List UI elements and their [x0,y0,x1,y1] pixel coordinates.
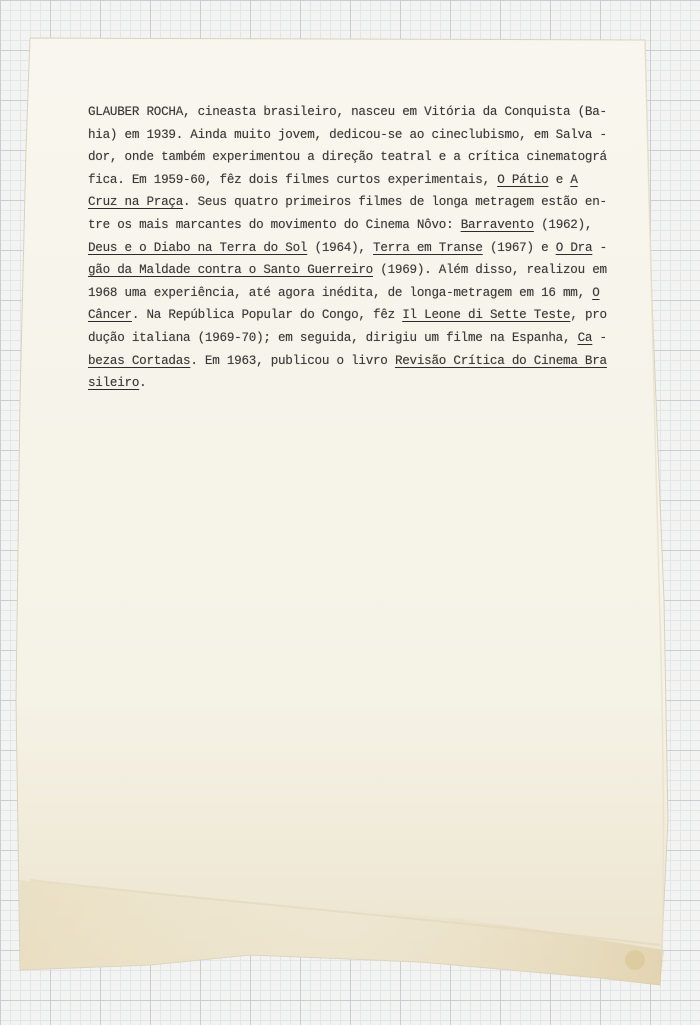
text-segment: GLAUBER ROCHA, cineasta brasileiro, nasceu em Vitória da Conquista (Ba- [88,105,607,119]
underlined-title: Il Leone di Sette Teste [402,308,571,323]
underlined-title: Câncer [88,308,132,323]
underlined-title: Ca [577,330,593,345]
text-line [88,259,648,282]
underlined-title: Revisão Crítica do Cinema Bra [394,353,607,368]
text-segment: . Na República Popular do Congo, fêz [131,308,403,323]
underlined-title: O Pátio [497,172,549,187]
text-segment: 1968 uma experiência, até agora inédita, de longa-metragem em 16 mm, [88,285,593,300]
typed-paragraph [88,101,648,395]
text-segment: . [139,376,147,391]
text-segment: , pro [570,308,607,323]
text-line [88,124,648,147]
underlined-title: O [592,285,600,300]
text-line [88,191,648,214]
text-line [88,169,648,192]
text-segment: - [592,240,607,255]
text-segment: . Em 1963, publicou o livro [190,353,395,368]
text-segment: (1967) e [482,240,556,255]
text-line [88,282,648,305]
underlined-title: Deus e o Diabo na Terra do Sol [88,240,308,255]
text-line [88,372,648,395]
text-segment: dução italiana (1969-70); em seguida, dirigiu um filme na Espanha, [88,330,578,345]
text-segment: hia) em 1939. Ainda muito jovem, dedicou-se ao cineclubismo, em Salva - [88,127,607,142]
underlined-title: O Dra [555,240,593,255]
text-line [88,146,648,169]
underlined-title: gão da Maldade contra o Santo Guerreiro [88,263,373,278]
stain-spot [625,950,645,970]
underlined-title: bezas Cortadas [88,353,191,368]
text-line [88,214,648,237]
text-segment: e [548,172,571,187]
text-line [88,304,648,327]
text-segment: . Seus quatro primeiros filmes de longa metragem estão en- [183,195,607,210]
text-line [88,350,648,373]
text-line [88,101,648,124]
text-segment: (1964), [307,240,374,255]
underlined-title: A [570,172,578,187]
underlined-title: Barravento [460,217,534,232]
text-segment: tre os mais marcantes do movimento do Cinema Nôvo: [88,217,461,232]
text-line [88,327,648,350]
underlined-title: sileiro [88,376,140,391]
underlined-title: Cruz na Praça [88,195,183,210]
text-segment: dor, onde também experimentou a direção teatral e a crítica cinematográ [88,150,607,165]
text-line [88,237,648,260]
text-segment: - [592,330,607,345]
text-segment: (1969). Além disso, realizou em [373,263,607,278]
text-segment: fica. Em 1959-60, fêz dois filmes curtos experimentais, [88,172,498,187]
underlined-title: Terra em Transe [373,240,483,255]
text-segment: (1962), [533,217,593,232]
